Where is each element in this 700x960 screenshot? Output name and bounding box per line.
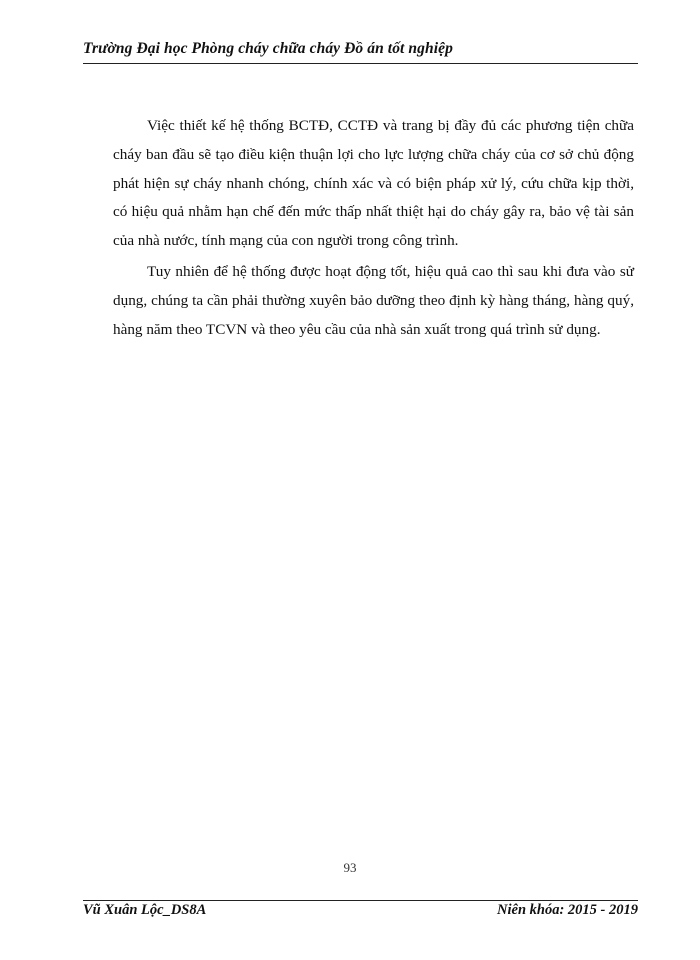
footer-author: Vũ Xuân Lộc_DS8A (83, 902, 207, 918)
paragraph-2: Tuy nhiên để hệ thống được hoạt động tốt, hiệu quả cao thì sau khi đưa vào sử dụng, chúng ta cần phải thường xuyên bảo dưỡng theo định kỳ hàng tháng, hàng quý, hàng năm theo TCVN và theo yêu cầu của nhà sản xuất trong quá trình sử dụng. (113, 262, 634, 338)
footer-academic-year: Niên khóa: 2015 - 2019 (497, 902, 638, 918)
page-header-title: Trường Đại học Phòng cháy chữa cháy Đồ án tốt nghiệp (83, 40, 453, 57)
page-number: 93 (343, 860, 357, 875)
header-divider (83, 63, 638, 64)
document-body (113, 112, 634, 344)
paragraph-1: Việc thiết kế hệ thống BCTĐ, CCTĐ và trang bị đầy đủ các phương tiện chữa cháy ban đầu sẽ tạo điều kiện thuận lợi cho lực lượng chữa cháy của cơ sở chủ động phát hiện sự cháy nhanh chóng, chính xác và có biện pháp xử lý, cứu chữa kịp thời, có hiệu quả nhằm hạn chế đến mức thấp nhất thiệt hại do cháy gây ra, bảo vệ tài sản của nhà nước, tính mạng của con người trong công trình. (113, 117, 634, 250)
footer-divider (83, 900, 638, 901)
